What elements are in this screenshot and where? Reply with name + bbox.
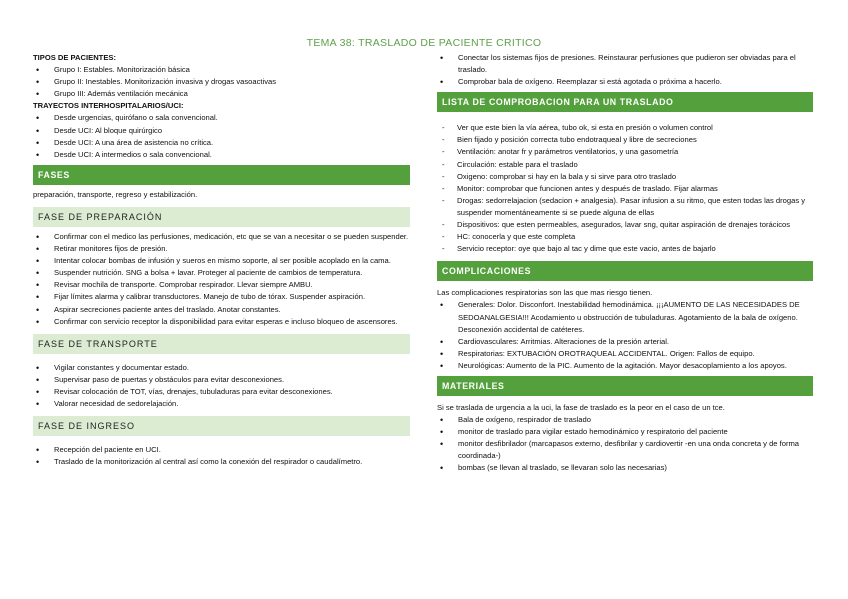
list-item: • Valorar necesidad de sedorelajación. <box>33 398 410 410</box>
list-item: • Cardiovasculares: Arritmias. Alteraciones de la presión arterial. <box>437 336 813 348</box>
right-column <box>437 52 813 475</box>
list-item: • Desde UCI: Al bloque quirúrgico <box>33 125 410 137</box>
list-item: - Monitor: comprobar que funcionen antes y después de traslado. Fijar alarmas <box>437 183 813 195</box>
materiales-header: MATERIALES <box>437 376 813 396</box>
list-item: • Grupo II: Inestables. Monitorización invasiva y drogas vasoactivas <box>33 76 410 88</box>
complicaciones-list <box>437 299 813 372</box>
materiales-intro: Si se traslada de urgencia a la uci, la fase de traslado es la peor en el caso de un tce. <box>437 402 725 412</box>
list-item: - Ver que este bien la vía aérea, tubo ok, si esta en presión o volumen control <box>437 122 813 134</box>
left-column <box>33 52 410 468</box>
lista-header: LISTA DE COMPROBACION PARA UN TRASLADO <box>437 92 813 112</box>
list-item: - Dispositivos: que esten permeables, asegurados, lavar sng, quitar aspiración de drenajes torácicos <box>437 219 813 231</box>
list-item: • Suspender nutrición. SNG a bolsa + lavar. Proteger al paciente de cambios de temperatura. <box>33 267 410 279</box>
tipos-list <box>33 64 410 100</box>
list-item: • monitor de traslado para vigilar estado hemodinámico y respiratorio del paciente <box>437 426 813 438</box>
preparacion-header: FASE DE PREPARACIÓN <box>33 207 410 227</box>
list-item: • Grupo I: Estables. Monitorización básica <box>33 64 410 76</box>
list-item: - HC: conocerla y que este completa <box>437 231 813 243</box>
list-item: • Revisar colocación de TOT, vías, drenajes, tubuladuras para evitar desconexiones. <box>33 386 410 398</box>
list-item: • Vigilar constantes y documentar estado. <box>33 362 410 374</box>
list-item: • Supervisar paso de puertas y obstáculos para evitar desconexiones. <box>33 374 410 386</box>
list-item: • Comprobar bala de oxígeno. Reemplazar si está agotada o próxima a hacerlo. <box>437 76 813 88</box>
list-item: • Revisar mochila de transporte. Comprobar respirador. Llevar siempre AMBU. <box>33 279 410 291</box>
list-item: • Desde UCI: A una área de asistencia no crítica. <box>33 137 410 149</box>
list-item: • Intentar colocar bombas de infusión y sueros en mismo soporte, al ser posible acoplado en la cama. <box>33 255 410 267</box>
list-item: - Bien fijado y posición correcta tubo endotraqueal y libre de secreciones <box>437 134 813 146</box>
list-item: • monitor desfibrilador (marcapasos externo, desfibrilar y cardiovertir -en una onda concreta y de forma coordinada-) <box>437 438 813 462</box>
transporte-header: FASE DE TRANSPORTE <box>33 334 410 354</box>
list-item: • Retirar monitores fijos de presión. <box>33 243 410 255</box>
list-item: • Recepción del paciente en UCI. <box>33 444 410 456</box>
list-item: • Aspirar secreciones paciente antes del traslado. Anotar constantes. <box>33 304 410 316</box>
materiales-list <box>437 414 813 474</box>
trayectos-heading: TRAYECTOS INTERHOSPITALARIOS/UCI: <box>33 101 184 111</box>
document-title: TEMA 38: TRASLADO DE PACIENTE CRITICO <box>306 37 542 49</box>
list-item: - Ventilación: anotar fr y parámetros ventilatorios, y una gasometría <box>437 146 813 158</box>
list-item: - Servicio receptor: oye que bajo al tac y dime que este vacio, antes de bajarlo <box>437 243 813 255</box>
list-item: • Confirmar con el medico las perfusiones, medicación, etc que se van a necesitar o se pueden suspender. <box>33 231 410 243</box>
list-item: • bombas (se llevan al traslado, se llevaran solo las necesarias) <box>437 462 813 474</box>
list-item: • Generales: Dolor. Disconfort. Inestabilidad hemodinámica. ¡¡¡AUMENTO DE LAS NECESIDADES DE SEDOANALGESIA!!! Acodamiento u obstrucción de tubuladuras. Agotamiento de la bala de oxígeno. Desconexión accidental de catéteres. <box>437 299 813 335</box>
list-item: • Fijar límites alarma y calibrar transductores. Manejo de tubo de tórax. Suspender aspiración. <box>33 291 410 303</box>
ingreso-list <box>33 444 410 468</box>
list-item: - Circulación: estable para el traslado <box>437 159 813 171</box>
list-item: • Conectar los sistemas fijos de presiones. Reinstaurar perfusiones que pudieron ser obviadas para el traslado. <box>437 52 813 76</box>
list-item: • Grupo III: Además ventilación mecánica <box>33 88 410 100</box>
ingreso-header: FASE DE INGRESO <box>33 416 410 436</box>
trayectos-list <box>33 112 410 160</box>
list-item: • Confirmar con servicio receptor la disponibilidad para evitar esperas e incluso bloqueo de ascensores. <box>33 316 410 328</box>
complicaciones-intro: Las complicaciones respiratorias son las que mas riesgo tienen. <box>437 288 653 298</box>
list-item: • Traslado de la monitorización al central así como la conexión del respirador o caudalímetro. <box>33 456 410 468</box>
tipos-heading: TIPOS DE PACIENTES: <box>33 53 116 62</box>
fases-text: preparación, transporte, regreso y estabilización. <box>33 189 198 199</box>
list-item: • Neurológicas: Aumento de la PIC. Aumento de la agitación. Mayor desacoplamiento a los apoyos. <box>437 360 813 372</box>
list-item: • Bala de oxígeno, respirador de traslado <box>437 414 813 426</box>
list-item: • Respiratorias: EXTUBACIÓN OROTRAQUEAL ACCIDENTAL. Origen: Fallos de equipo. <box>437 348 813 360</box>
complicaciones-header: COMPLICACIONES <box>437 261 813 281</box>
ingreso-continued-list <box>437 52 813 88</box>
list-item: • Desde UCI: A intermedios o sala convencional. <box>33 149 410 161</box>
preparacion-list <box>33 231 410 328</box>
list-item: • Desde urgencias, quirófano o sala convencional. <box>33 112 410 124</box>
fases-header: FASES <box>33 165 410 185</box>
list-item: - Drogas: sedorrelajacion (sedacion + analgesia). Pasar infusion a su ritmo, que esten todas las drogas y suspender momentáneamente si se puede alguna de ellas <box>437 195 813 219</box>
list-item: - Oxigeno: comprobar si hay en la bala y si sirve para otro traslado <box>437 171 813 183</box>
transporte-list <box>33 362 410 410</box>
lista-list <box>437 122 813 255</box>
